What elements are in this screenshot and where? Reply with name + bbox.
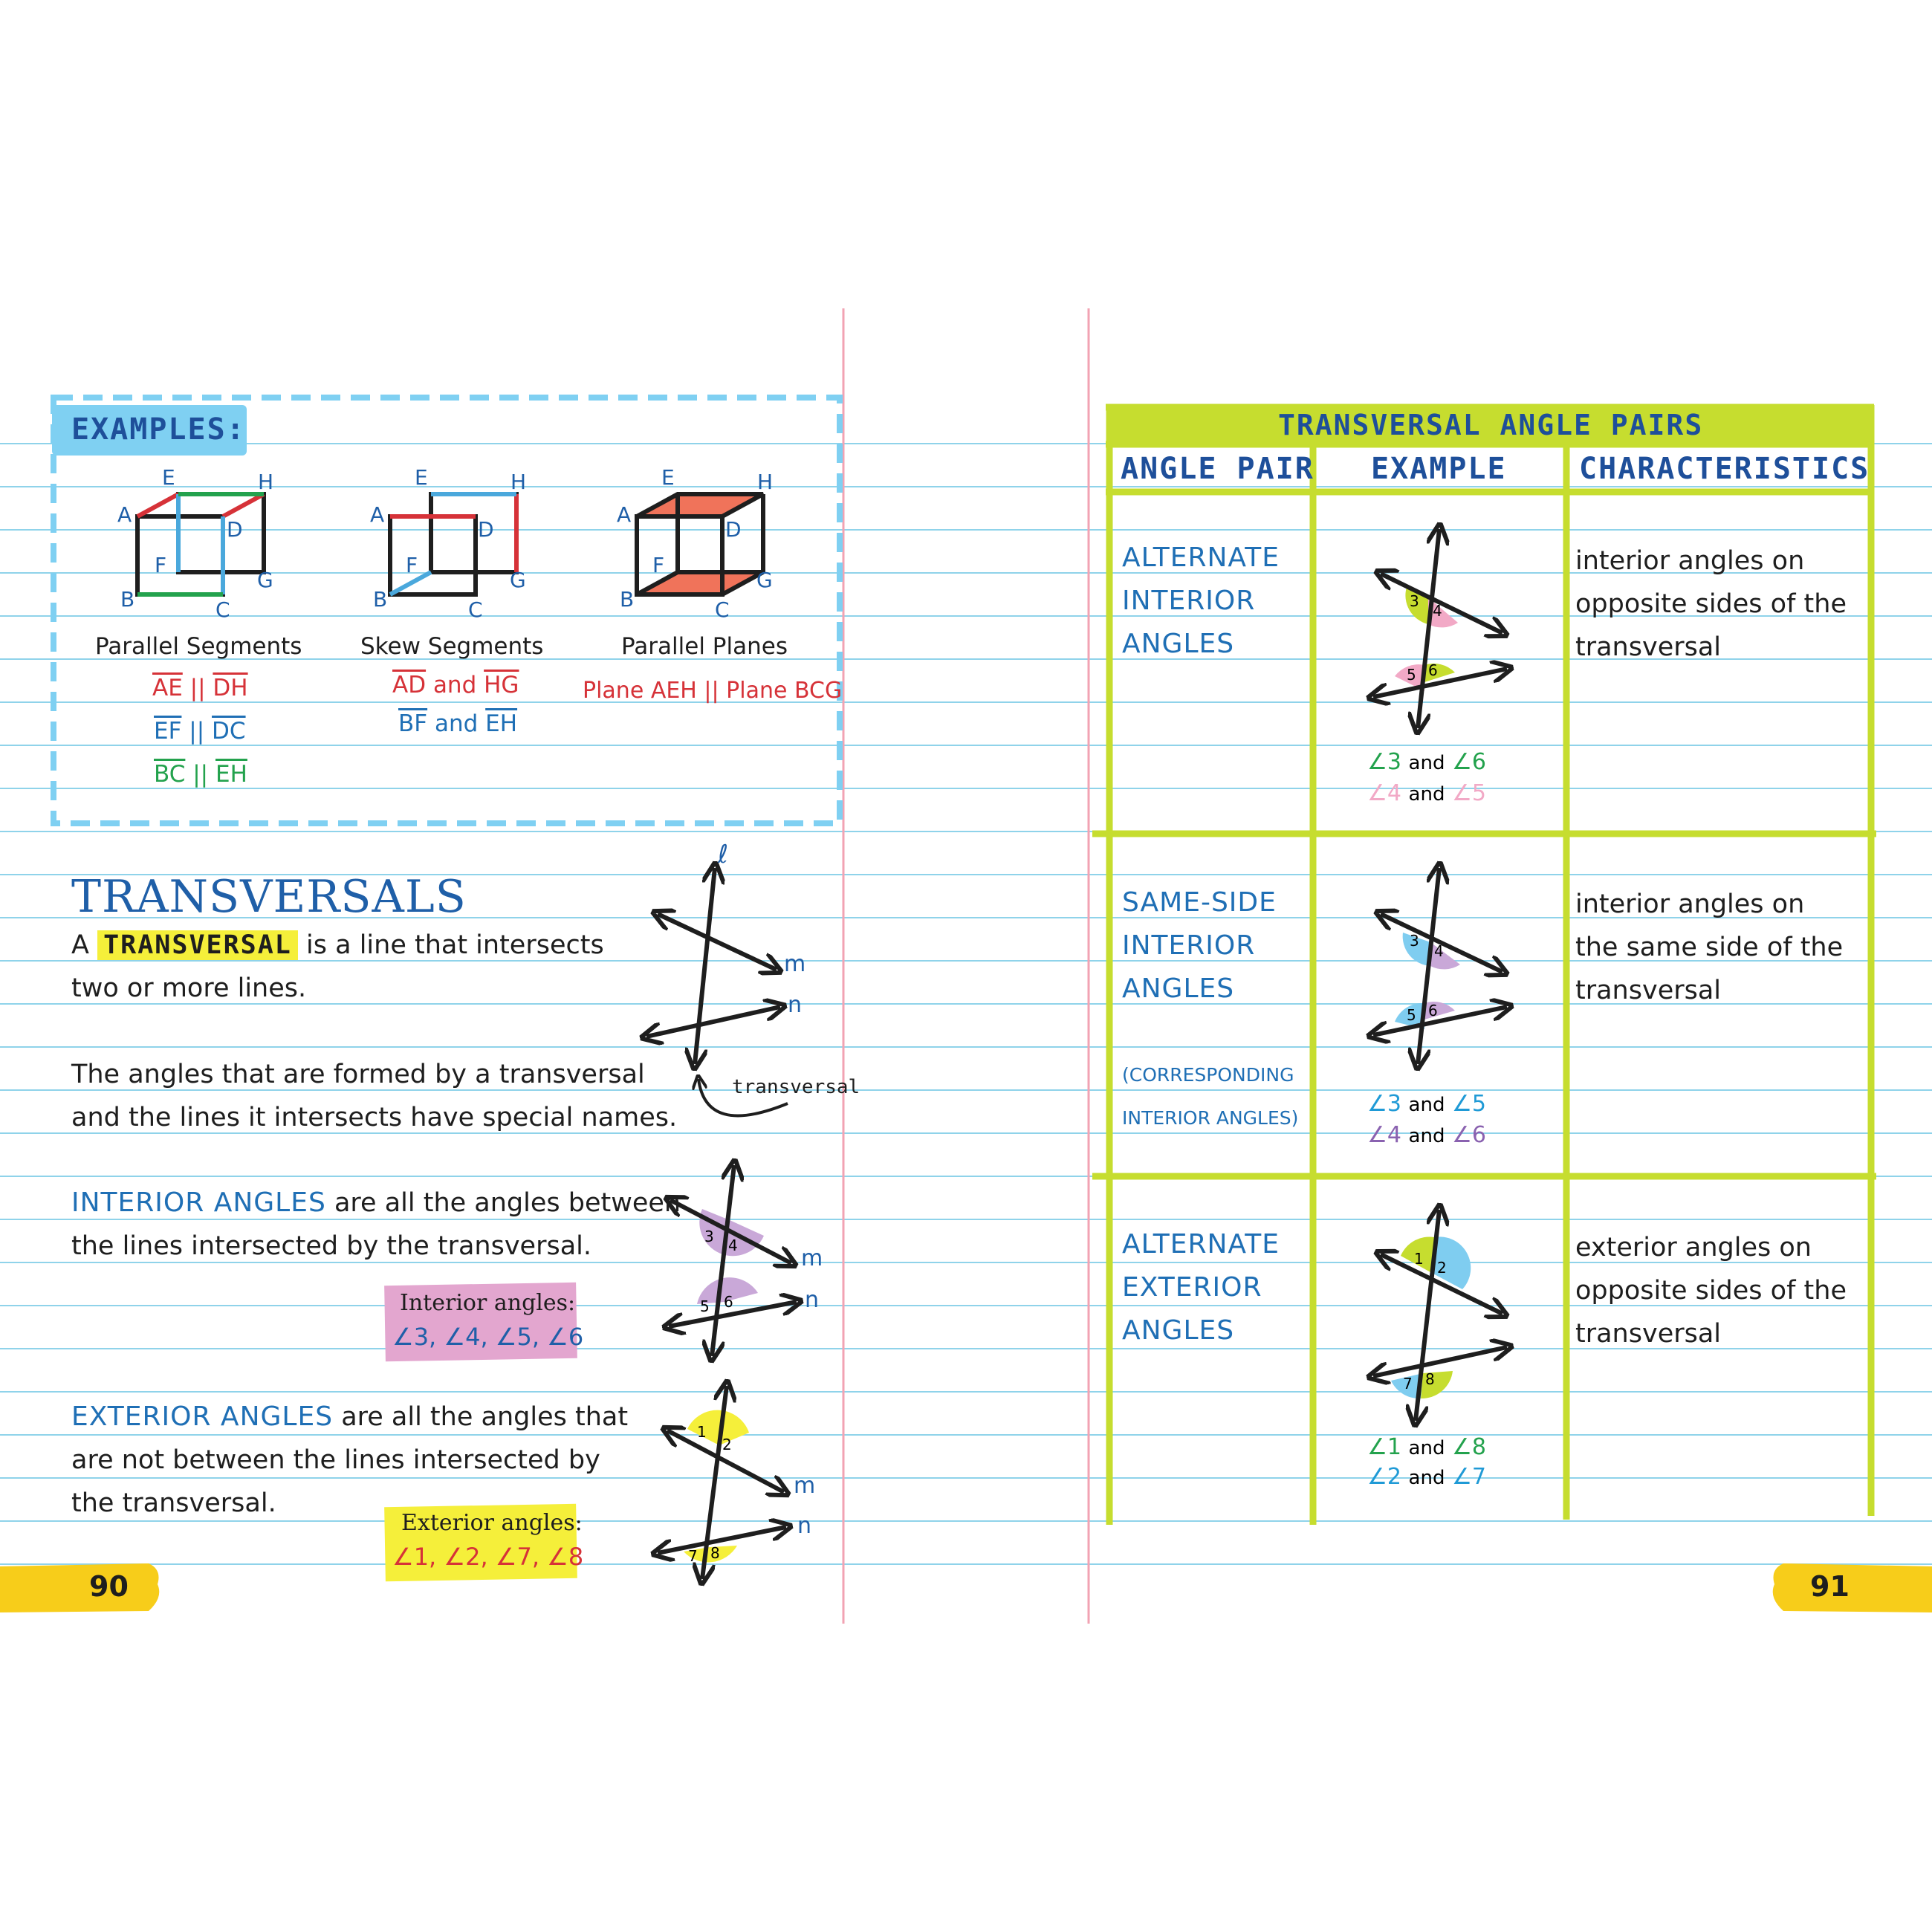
cube3-vertex-b: B xyxy=(620,587,635,612)
angle-4: ∠4 xyxy=(1367,780,1401,806)
exterior-num-8: 8 xyxy=(710,1544,720,1562)
row2-num-5: 5 xyxy=(1407,1006,1416,1024)
and-word: and xyxy=(1408,1437,1445,1459)
interior-angles-diagram xyxy=(669,1165,797,1356)
row2-char-line3: transversal xyxy=(1575,976,1722,1005)
interior-line-m-label: m xyxy=(801,1245,823,1271)
segment-ef: $\overline{EF}$ xyxy=(154,718,182,745)
segment-eh: $\overline{EH}$ xyxy=(485,710,518,737)
skew-pair-2 xyxy=(398,710,517,737)
row1-name-line1: ALTERNATE xyxy=(1122,542,1280,573)
interior-num-3: 3 xyxy=(704,1228,714,1245)
segment-bc: $\overline{BC}$ xyxy=(154,761,186,788)
row1-num-6: 6 xyxy=(1428,661,1438,679)
row2-name-line3: ANGLES xyxy=(1122,973,1235,1004)
cube3-vertex-f: F xyxy=(652,553,665,577)
angle-3: ∠3 xyxy=(1367,749,1401,775)
and-word: and xyxy=(1408,1467,1445,1489)
row3-example-2 xyxy=(1367,1464,1486,1490)
examples-heading: EXAMPLES: xyxy=(71,412,246,447)
and-word: and xyxy=(432,672,477,698)
row3-char-line3: transversal xyxy=(1575,1319,1722,1349)
page-number-left: 90 xyxy=(89,1570,129,1603)
segment-dc: $\overline{DC}$ xyxy=(212,718,246,745)
parallel-pair-2 xyxy=(154,718,246,745)
and-word: and xyxy=(1408,783,1445,805)
interior-box-list: ∠3, ∠4, ∠5, ∠6 xyxy=(392,1323,584,1351)
row2-num-6: 6 xyxy=(1428,1002,1438,1020)
segment-hg: $\overline{HG}$ xyxy=(484,672,519,698)
row1-char-line3: transversal xyxy=(1575,632,1722,662)
row3-name-line3: ANGLES xyxy=(1122,1315,1235,1346)
cube-parallel-planes xyxy=(637,494,763,594)
angle-7: ∠7 xyxy=(1452,1464,1486,1490)
transversal-definition-line1 xyxy=(71,924,604,967)
interior-num-4: 4 xyxy=(728,1236,738,1254)
exterior-box-title: Exterior angles: xyxy=(401,1510,583,1536)
cube3-vertex-a: A xyxy=(617,502,632,527)
cube1-vertex-f: F xyxy=(155,553,167,577)
line-n-label: n xyxy=(788,992,803,1018)
angle-4: ∠4 xyxy=(1367,1122,1401,1148)
segment-ae: $\overline{AE}$ xyxy=(152,675,183,701)
row3-name-line1: ALTERNATE xyxy=(1122,1229,1280,1260)
cube1-vertex-a: A xyxy=(117,502,132,527)
cube3-vertex-e: E xyxy=(661,465,675,490)
row3-num-1: 1 xyxy=(1414,1250,1424,1268)
row1-num-4: 4 xyxy=(1433,602,1442,620)
and-word: and xyxy=(1408,1125,1445,1147)
row1-num-3: 3 xyxy=(1410,592,1419,610)
row1-name-line3: ANGLES xyxy=(1122,629,1235,659)
segment-ad: $\overline{AD}$ xyxy=(392,672,427,698)
angles-intro-line2: and the lines it intersects have special names. xyxy=(71,1103,678,1132)
cube2-vertex-c: C xyxy=(468,597,483,622)
cube1-vertex-d: D xyxy=(227,517,243,542)
cube2-vertex-g: G xyxy=(510,568,526,592)
row2-name-line1: SAME-SIDE xyxy=(1122,887,1277,918)
row1-name-line2: INTERIOR xyxy=(1122,586,1256,616)
row1-example-1 xyxy=(1367,749,1486,775)
transversal-term: TRANSVERSAL xyxy=(97,930,298,960)
skew-segments-title: Skew Segments xyxy=(360,633,544,660)
definition-text: is a line that intersects xyxy=(306,930,604,960)
segment-eh: $\overline{EH}$ xyxy=(215,761,247,788)
exterior-box-list: ∠1, ∠2, ∠7, ∠8 xyxy=(392,1543,584,1571)
angle-3: ∠3 xyxy=(1367,1091,1401,1117)
row1-example-diagram xyxy=(1373,529,1507,728)
row2-example-2 xyxy=(1367,1122,1486,1148)
row2-name-line2: INTERIOR xyxy=(1122,930,1256,961)
row3-example-diagram xyxy=(1373,1210,1507,1421)
parallel-planes-title: Parallel Planes xyxy=(621,633,788,660)
parallel-segments-title: Parallel Segments xyxy=(95,633,302,660)
and-word: and xyxy=(434,710,479,737)
cube1-vertex-h: H xyxy=(258,470,274,494)
row3-char-line1: exterior angles on xyxy=(1575,1233,1812,1262)
angle-2: ∠2 xyxy=(1367,1464,1401,1490)
row1-num-5: 5 xyxy=(1407,666,1416,684)
angle-1: ∠1 xyxy=(1367,1434,1401,1460)
cube3-vertex-g: G xyxy=(756,568,773,592)
and-word: and xyxy=(1408,1094,1445,1116)
angle-5: ∠5 xyxy=(1452,780,1486,806)
parallel-pair-1 xyxy=(152,675,248,701)
interior-angles-term: INTERIOR ANGLES xyxy=(71,1187,326,1218)
interior-num-5: 5 xyxy=(700,1297,710,1315)
interior-line-n-label: n xyxy=(805,1287,820,1313)
article-a: A xyxy=(71,930,89,960)
cube1-vertex-c: C xyxy=(215,597,230,622)
cube2-vertex-h: H xyxy=(510,470,527,494)
angle-6: ∠6 xyxy=(1452,1122,1486,1148)
exterior-angles-term: EXTERIOR ANGLES xyxy=(71,1401,334,1432)
cube1-vertex-g: G xyxy=(257,568,273,592)
cube2-vertex-b: B xyxy=(373,587,388,612)
angle-8: ∠8 xyxy=(1452,1434,1486,1460)
angle-5: ∠5 xyxy=(1452,1091,1486,1117)
parallel-pair-3 xyxy=(154,761,247,788)
angles-intro-line1: The angles that are formed by a transversal xyxy=(71,1060,645,1089)
interior-angles-line2: the lines intersected by the transversal. xyxy=(71,1231,592,1261)
row2-note-line1: (CORRESPONDING xyxy=(1122,1064,1294,1086)
exterior-angles-line1 xyxy=(71,1395,628,1439)
row1-char-line1: interior angles on xyxy=(1575,546,1805,576)
cube-parallel-segments xyxy=(137,494,264,594)
row3-num-8: 8 xyxy=(1425,1370,1435,1388)
angle-6: ∠6 xyxy=(1452,749,1486,775)
cube3-vertex-c: C xyxy=(715,597,730,622)
segment-dh: $\overline{DH}$ xyxy=(213,675,248,701)
cube3-vertex-d: D xyxy=(725,517,742,542)
exterior-num-7: 7 xyxy=(688,1547,698,1565)
cube-skew-segments xyxy=(390,494,516,594)
and-word: and xyxy=(1408,752,1445,774)
cube2-vertex-a: A xyxy=(370,502,385,527)
interior-angles-line1 xyxy=(71,1181,681,1225)
header-characteristics: CHARACTERISTICS xyxy=(1579,452,1870,486)
header-example: EXAMPLE xyxy=(1371,452,1507,486)
row3-example-1 xyxy=(1367,1434,1486,1460)
cube2-vertex-f: F xyxy=(406,553,418,577)
parallel-symbol: || xyxy=(192,761,209,788)
exterior-num-2: 2 xyxy=(722,1436,732,1453)
transversal-definition-line2: two or more lines. xyxy=(71,973,307,1003)
cube2-vertex-e: E xyxy=(415,465,428,490)
row3-char-line2: opposite sides of the xyxy=(1575,1276,1847,1306)
row2-example-1 xyxy=(1367,1091,1486,1117)
skew-pair-1 xyxy=(392,672,519,698)
interior-angles-text: are all the angles between xyxy=(334,1188,681,1218)
cube1-vertex-e: E xyxy=(162,465,175,490)
exterior-line-n-label: n xyxy=(797,1513,812,1539)
row1-example-2 xyxy=(1367,780,1486,806)
cube3-vertex-h: H xyxy=(757,470,774,494)
exterior-line-m-label: m xyxy=(794,1473,816,1499)
exterior-angles-text: are all the angles that xyxy=(341,1402,629,1432)
row2-char-line1: interior angles on xyxy=(1575,889,1805,919)
segment-bf: $\overline{BF}$ xyxy=(398,710,428,737)
exterior-angles-line3: the transversal. xyxy=(71,1488,276,1518)
transversals-heading: TRANSVERSALS xyxy=(71,871,467,923)
line-l-label: ℓ xyxy=(718,840,729,869)
transversal-arrow-label: transversal xyxy=(732,1076,860,1098)
cube1-vertex-b: B xyxy=(120,587,135,612)
line-m-label: m xyxy=(784,951,806,977)
row1-char-line2: opposite sides of the xyxy=(1575,589,1847,619)
row3-num-2: 2 xyxy=(1437,1259,1447,1277)
header-angle-pair: ANGLE PAIR xyxy=(1121,452,1315,486)
exterior-angles-diagram xyxy=(658,1386,786,1579)
row2-num-4: 4 xyxy=(1434,942,1444,960)
row2-note-line2: INTERIOR ANGLES) xyxy=(1122,1107,1299,1129)
row2-char-line2: the same side of the xyxy=(1575,933,1844,962)
interior-box-title: Interior angles: xyxy=(400,1290,576,1316)
parallel-planes-statement: Plane AEH || Plane BCG xyxy=(583,678,843,704)
exterior-angles-line2: are not between the lines intersected by xyxy=(71,1445,600,1475)
row3-name-line2: EXTERIOR xyxy=(1122,1272,1262,1303)
parallel-symbol: || xyxy=(189,718,205,745)
row2-num-3: 3 xyxy=(1410,932,1419,950)
row2-example-diagram xyxy=(1373,868,1507,1064)
table-title: TRANSVERSAL ANGLE PAIRS xyxy=(1278,409,1704,441)
page-number-right: 91 xyxy=(1810,1570,1850,1603)
cube2-vertex-d: D xyxy=(478,517,494,542)
interior-num-6: 6 xyxy=(724,1293,733,1311)
exterior-num-1: 1 xyxy=(697,1423,707,1441)
row3-num-7: 7 xyxy=(1403,1375,1413,1393)
parallel-symbol: || xyxy=(189,675,206,701)
